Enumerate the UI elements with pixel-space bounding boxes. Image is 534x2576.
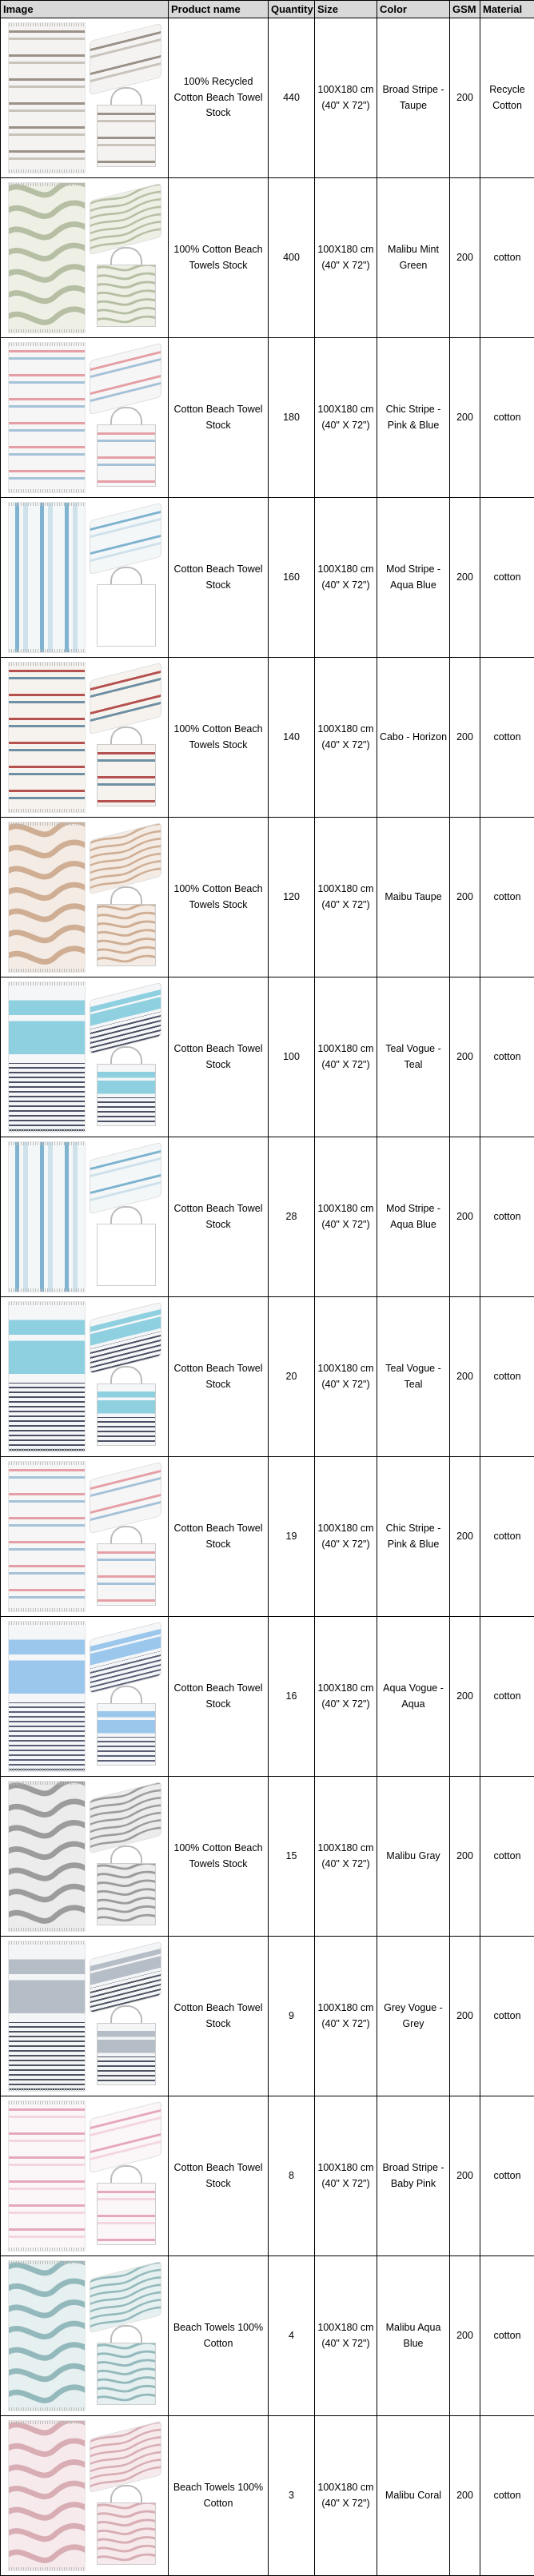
product-name-cell: Cotton Beach Towel Stock [169, 1137, 269, 1297]
product-thumbnails [1, 977, 169, 1137]
product-name-cell: 100% Cotton Beach Towels Stock [169, 178, 269, 338]
size-metric: 100X180 cm [317, 2482, 373, 2493]
col-header-image: Image [1, 1, 169, 18]
towel-folded-image [90, 1303, 161, 1373]
tote-bag-image [97, 105, 156, 167]
towel-folded-image [90, 1782, 161, 1853]
product-thumbnails [1, 1297, 169, 1456]
size-cell [315, 2416, 377, 2576]
gsm-cell: 200 [450, 977, 480, 1137]
towel-folded-image [90, 504, 161, 574]
towel-flat-image [9, 2421, 85, 2570]
product-image-cell [1, 18, 169, 178]
color-cell: Malibu Mint Green [377, 178, 450, 338]
table-row [1, 818, 534, 977]
tote-bag-image [97, 2343, 156, 2405]
tote-bag-image [97, 1064, 156, 1126]
product-name-cell: 100% Cotton Beach Towels Stock [169, 658, 269, 818]
towel-folded-image [90, 2262, 161, 2332]
size-metric: 100X180 cm [317, 1203, 373, 1214]
gsm-cell: 200 [450, 2256, 480, 2416]
gsm-cell: 200 [450, 338, 480, 498]
color-cell: Malibu Aqua Blue [377, 2256, 450, 2416]
product-name-cell: Cotton Beach Towel Stock [169, 338, 269, 498]
size-imperial: (40" X 72") [321, 1698, 369, 1710]
product-name-cell: Cotton Beach Towel Stock [169, 1457, 269, 1617]
color-cell: Maibu Taupe [377, 818, 450, 977]
table-row [1, 1777, 534, 1937]
size-imperial: (40" X 72") [321, 2178, 369, 2189]
gsm-cell: 200 [450, 18, 480, 178]
towel-folded-image [90, 1622, 161, 1693]
tote-bag-image [97, 2502, 156, 2565]
size-metric: 100X180 cm [317, 244, 373, 255]
size-imperial: (40" X 72") [321, 260, 369, 271]
tote-bag-image [97, 744, 156, 806]
product-name-cell: Cotton Beach Towel Stock [169, 2096, 269, 2256]
size-metric: 100X180 cm [317, 723, 373, 735]
material-cell: cotton [480, 498, 534, 658]
size-imperial: (40" X 72") [321, 2018, 369, 2029]
towel-flat-image [9, 2101, 85, 2251]
size-cell [315, 338, 377, 498]
size-metric: 100X180 cm [317, 1523, 373, 1534]
size-imperial: (40" X 72") [321, 100, 369, 111]
product-image-cell [1, 1137, 169, 1297]
product-thumbnails [1, 1777, 169, 1936]
product-name-cell: Cotton Beach Towel Stock [169, 1617, 269, 1777]
size-cell [315, 1617, 377, 1777]
gsm-cell: 200 [450, 1137, 480, 1297]
product-image-cell [1, 1457, 169, 1617]
tote-bag-image [97, 584, 156, 647]
material-cell: cotton [480, 1457, 534, 1617]
size-metric: 100X180 cm [317, 2322, 373, 2333]
product-image-cell [1, 1777, 169, 1937]
product-thumbnails [1, 18, 169, 177]
product-thumbnails [1, 2256, 169, 2415]
color-cell: Malibu Coral [377, 2416, 450, 2576]
size-cell [315, 2256, 377, 2416]
tote-bag-image [97, 424, 156, 487]
material-cell: cotton [480, 2256, 534, 2416]
product-image-cell [1, 2096, 169, 2256]
towel-folded-image [90, 344, 161, 414]
table-row [1, 2256, 534, 2416]
color-cell: Broad Stripe - Taupe [377, 18, 450, 178]
size-metric: 100X180 cm [317, 2162, 373, 2173]
towel-folded-image [90, 823, 161, 894]
material-cell: cotton [480, 1937, 534, 2096]
color-cell: Chic Stripe - Pink & Blue [377, 338, 450, 498]
table-row [1, 2416, 534, 2576]
table-row [1, 1937, 534, 2096]
product-name-cell: Beach Towels 100% Cotton [169, 2416, 269, 2576]
color-cell: Chic Stripe - Pink & Blue [377, 1457, 450, 1617]
product-thumbnails [1, 2416, 169, 2575]
gsm-cell: 200 [450, 818, 480, 977]
towel-folded-image [90, 663, 161, 734]
towel-folded-image [90, 1463, 161, 1533]
quantity-cell: 16 [269, 1617, 315, 1777]
towel-flat-image [9, 1462, 85, 1611]
material-cell: Recycle Cotton [480, 18, 534, 178]
product-image-cell [1, 1297, 169, 1457]
tote-bag-image [97, 904, 156, 966]
material-cell: cotton [480, 658, 534, 818]
towel-folded-image [90, 2102, 161, 2172]
tote-bag-image [97, 1543, 156, 1606]
material-cell: cotton [480, 338, 534, 498]
table-row [1, 1137, 534, 1297]
product-image-cell [1, 1617, 169, 1777]
color-cell: Grey Vogue - Grey [377, 1937, 450, 2096]
product-name-cell: Cotton Beach Towel Stock [169, 1297, 269, 1457]
table-row [1, 658, 534, 818]
material-cell: cotton [480, 1137, 534, 1297]
quantity-cell: 3 [269, 2416, 315, 2576]
col-header-color: Color [377, 1, 450, 18]
size-imperial: (40" X 72") [321, 899, 369, 910]
towel-flat-image [9, 343, 85, 492]
product-thumbnails [1, 1457, 169, 1616]
product-thumbnails [1, 1137, 169, 1296]
color-cell: Mod Stripe - Aqua Blue [377, 498, 450, 658]
col-header-gsm: GSM [450, 1, 480, 18]
size-cell [315, 2096, 377, 2256]
size-imperial: (40" X 72") [321, 1059, 369, 1070]
size-imperial: (40" X 72") [321, 739, 369, 751]
table-row [1, 1297, 534, 1457]
product-image-cell [1, 2256, 169, 2416]
size-metric: 100X180 cm [317, 1842, 373, 1853]
size-cell [315, 1777, 377, 1937]
product-thumbnails [1, 338, 169, 497]
size-imperial: (40" X 72") [321, 1539, 369, 1550]
product-name-cell: Cotton Beach Towel Stock [169, 1937, 269, 2096]
tote-bag-image [97, 1384, 156, 1446]
material-cell: cotton [480, 1777, 534, 1937]
table-row [1, 18, 534, 178]
quantity-cell: 8 [269, 2096, 315, 2256]
product-thumbnails [1, 2096, 169, 2255]
quantity-cell: 20 [269, 1297, 315, 1457]
gsm-cell: 200 [450, 2096, 480, 2256]
col-header-quantity: Quantity [269, 1, 315, 18]
product-name-cell: Cotton Beach Towel Stock [169, 977, 269, 1137]
tote-bag-image [97, 1863, 156, 1925]
gsm-cell: 200 [450, 1457, 480, 1617]
material-cell: cotton [480, 178, 534, 338]
quantity-cell: 440 [269, 18, 315, 178]
size-metric: 100X180 cm [317, 1363, 373, 1374]
color-cell: Malibu Gray [377, 1777, 450, 1937]
gsm-cell: 200 [450, 2416, 480, 2576]
product-image-cell [1, 1937, 169, 2096]
material-cell: cotton [480, 818, 534, 977]
towel-folded-image [90, 184, 161, 254]
towel-flat-image [9, 1142, 85, 1292]
size-cell [315, 498, 377, 658]
towel-flat-image [9, 822, 85, 972]
towel-flat-image [9, 1622, 85, 1771]
product-name-cell: 100% Cotton Beach Towels Stock [169, 818, 269, 977]
product-image-cell [1, 2416, 169, 2576]
gsm-cell: 200 [450, 1617, 480, 1777]
size-imperial: (40" X 72") [321, 2338, 369, 2349]
towel-folded-image [90, 1143, 161, 1213]
product-image-cell [1, 658, 169, 818]
quantity-cell: 100 [269, 977, 315, 1137]
size-cell [315, 178, 377, 338]
size-metric: 100X180 cm [317, 84, 373, 95]
product-thumbnails [1, 498, 169, 657]
size-cell [315, 1937, 377, 2096]
product-thumbnails [1, 1617, 169, 1776]
size-metric: 100X180 cm [317, 1043, 373, 1054]
towel-flat-image [9, 2261, 85, 2411]
towel-folded-image [90, 24, 161, 94]
size-cell [315, 658, 377, 818]
product-thumbnails [1, 1937, 169, 2096]
size-cell [315, 818, 377, 977]
gsm-cell: 200 [450, 658, 480, 818]
towel-flat-image [9, 663, 85, 812]
table-header-row [1, 1, 534, 18]
towel-flat-image [9, 183, 85, 332]
table-row [1, 338, 534, 498]
size-imperial: (40" X 72") [321, 2498, 369, 2509]
table-row [1, 178, 534, 338]
size-imperial: (40" X 72") [321, 579, 369, 591]
color-cell: Broad Stripe - Baby Pink [377, 2096, 450, 2256]
table-row [1, 1457, 534, 1617]
towel-flat-image [9, 982, 85, 1132]
size-cell [315, 977, 377, 1137]
color-cell: Teal Vogue - Teal [377, 1297, 450, 1457]
towel-flat-image [9, 503, 85, 652]
product-name-cell: 100% Recycled Cotton Beach Towel Stock [169, 18, 269, 178]
size-metric: 100X180 cm [317, 883, 373, 894]
size-metric: 100X180 cm [317, 2002, 373, 2013]
quantity-cell: 400 [269, 178, 315, 338]
product-thumbnails [1, 658, 169, 817]
product-name-cell: 100% Cotton Beach Towels Stock [169, 1777, 269, 1937]
color-cell: Cabo - Horizon [377, 658, 450, 818]
tote-bag-image [97, 2023, 156, 2085]
size-cell [315, 1457, 377, 1617]
table-row [1, 498, 534, 658]
table-row [1, 1617, 534, 1777]
col-header-product-name: Product name [169, 1, 269, 18]
quantity-cell: 160 [269, 498, 315, 658]
size-cell [315, 1137, 377, 1297]
size-imperial: (40" X 72") [321, 1379, 369, 1390]
product-thumbnails [1, 178, 169, 337]
color-cell: Mod Stripe - Aqua Blue [377, 1137, 450, 1297]
size-metric: 100X180 cm [317, 563, 373, 575]
col-header-size: Size [315, 1, 377, 18]
towel-flat-image [9, 1782, 85, 1931]
towel-flat-image [9, 1302, 85, 1451]
product-thumbnails [1, 818, 169, 977]
material-cell: cotton [480, 2416, 534, 2576]
size-cell [315, 18, 377, 178]
product-name-cell: Cotton Beach Towel Stock [169, 498, 269, 658]
tote-bag-image [97, 265, 156, 327]
material-cell: cotton [480, 2096, 534, 2256]
product-image-cell [1, 818, 169, 977]
quantity-cell: 180 [269, 338, 315, 498]
gsm-cell: 200 [450, 178, 480, 338]
gsm-cell: 200 [450, 1777, 480, 1937]
size-imperial: (40" X 72") [321, 1219, 369, 1230]
quantity-cell: 120 [269, 818, 315, 977]
gsm-cell: 200 [450, 1937, 480, 2096]
quantity-cell: 19 [269, 1457, 315, 1617]
size-metric: 100X180 cm [317, 404, 373, 415]
tote-bag-image [97, 2183, 156, 2245]
material-cell: cotton [480, 1297, 534, 1457]
tote-bag-image [97, 1703, 156, 1766]
quantity-cell: 140 [269, 658, 315, 818]
gsm-cell: 200 [450, 498, 480, 658]
color-cell: Aqua Vogue - Aqua [377, 1617, 450, 1777]
quantity-cell: 9 [269, 1937, 315, 2096]
color-cell: Teal Vogue - Teal [377, 977, 450, 1137]
product-image-cell [1, 338, 169, 498]
gsm-cell: 200 [450, 1297, 480, 1457]
towel-flat-image [9, 23, 85, 173]
towel-folded-image [90, 2422, 161, 2492]
towel-flat-image [9, 1941, 85, 2091]
product-image-cell [1, 178, 169, 338]
material-cell: cotton [480, 977, 534, 1137]
quantity-cell: 28 [269, 1137, 315, 1297]
size-imperial: (40" X 72") [321, 420, 369, 431]
towel-folded-image [90, 983, 161, 1053]
towel-folded-image [90, 1942, 161, 2013]
size-cell [315, 1297, 377, 1457]
col-header-material: Material [480, 1, 534, 18]
size-metric: 100X180 cm [317, 1682, 373, 1694]
product-image-cell [1, 977, 169, 1137]
tote-bag-image [97, 1224, 156, 1286]
material-cell: cotton [480, 1617, 534, 1777]
product-image-cell [1, 498, 169, 658]
size-imperial: (40" X 72") [321, 1858, 369, 1869]
table-row [1, 977, 534, 1137]
table-row [1, 2096, 534, 2256]
product-name-cell: Beach Towels 100% Cotton [169, 2256, 269, 2416]
quantity-cell: 15 [269, 1777, 315, 1937]
quantity-cell: 4 [269, 2256, 315, 2416]
